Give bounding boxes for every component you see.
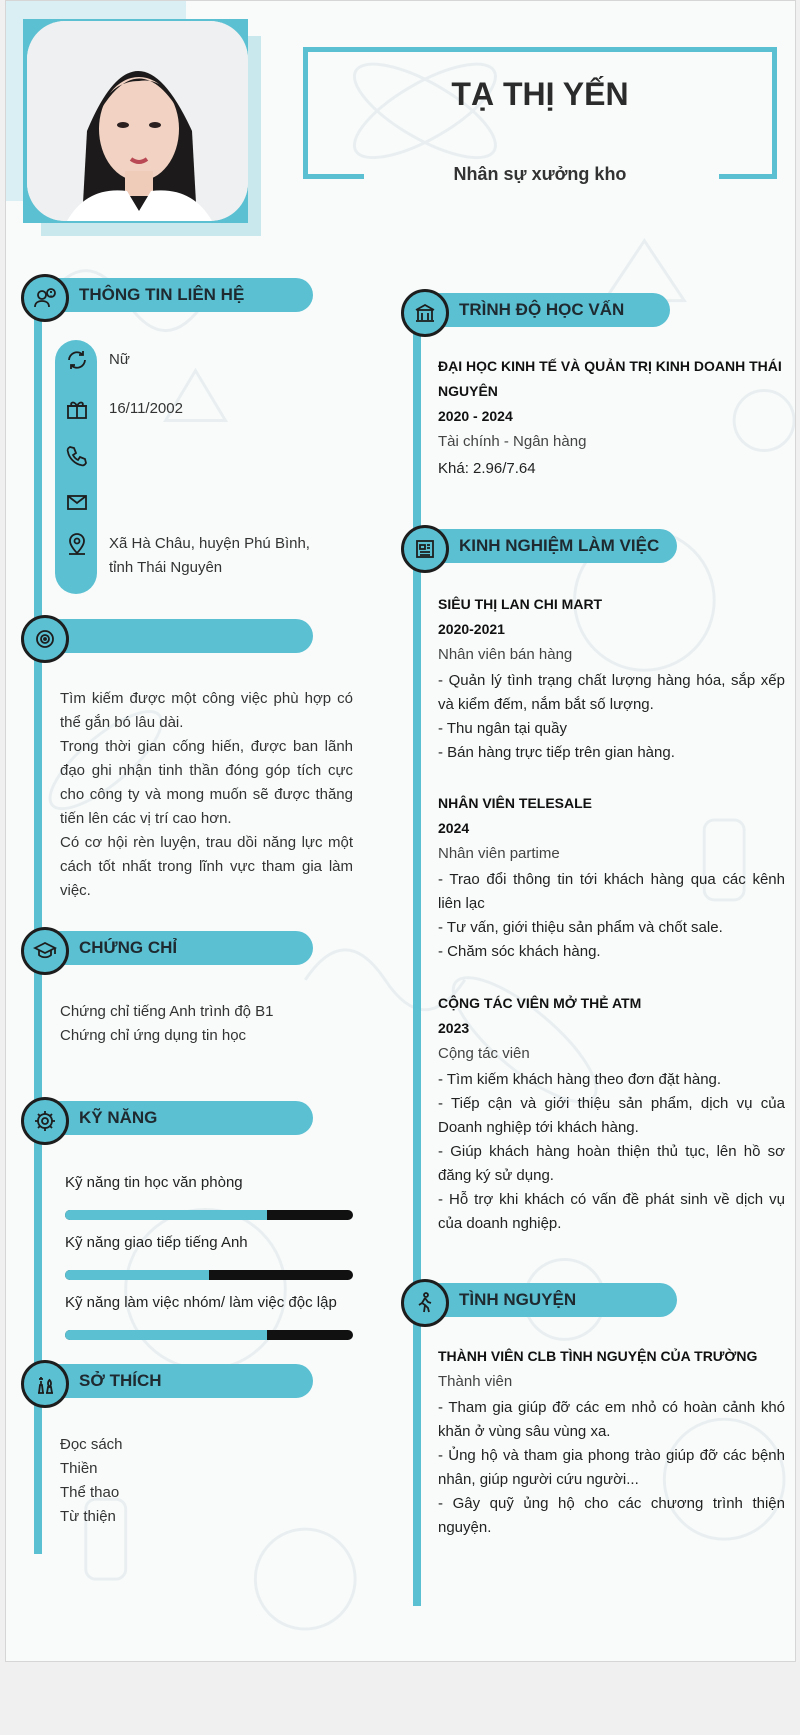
certificate-list [60,1000,353,1048]
contact-birthday [65,397,319,421]
section-title: SỞ THÍCH [79,1371,162,1390]
hobby-item: Đọc sách [60,1436,123,1453]
contact-info-icon [21,274,69,322]
skill-level-bar [65,1210,353,1220]
section-title: THÔNG TIN LIÊN HỆ [79,285,245,304]
experience-time: 2023 [438,1020,470,1036]
skill-level-fill [65,1210,267,1220]
phone-icon [65,444,89,468]
hobby-list [60,1433,353,1529]
experience-role: Nhân viên partime [438,845,560,862]
skill-name: Kỹ năng làm việc nhóm/ làm việc độc lập [65,1294,337,1311]
candidate-name: TẠ THỊ YẾN [451,76,629,112]
header-name-box [303,47,777,184]
volunteer-description: - Tham gia giúp đỡ các em nhỏ có hoàn cảnh khó khăn ở vùng sâu vùng xa. - Ủng hộ và tham gia phong trào giúp đỡ các bệnh nhân, giúp người cứu người... - Gây quỹ ủng hộ cho các chương trình thiện nguyện. [438,1399,785,1536]
objective-text: Tìm kiếm được một công việc phù hợp có thể gắn bó lâu dài. Trong thời gian cống hiến, được ban lãnh đạo ghi nhận tinh thần đóng góp tích cực cho công ty và mong muốn sẽ được thăng tiến lên các vị trí cao hơn. Có cơ hội rèn luyện, trau dồi năng lực một cách tốt nhất trong lĩnh vực tham gia làm việc. [60,690,353,899]
contact-address [65,532,319,580]
gift-icon [65,397,89,421]
section-bar [35,1101,313,1135]
experience-time: 2020-2021 [438,621,505,637]
section-bar [35,1364,313,1398]
volunteer-role: Thành viên [438,1373,513,1390]
section-bar [35,619,313,653]
contact-phone[interactable] [65,444,319,468]
hobby-item: Từ thiện [60,1508,116,1525]
skill-level-fill [65,1330,267,1340]
experience-description: - Quản lý tình trạng chất lượng hàng hóa, sắp xếp và kiểm đếm, nắm bắt số lượng. - Thu ngân tại quầy - Bán hàng trực tiếp trên gian hàng. [438,672,785,761]
experience-description: - Trao đổi thông tin tới khách hàng qua các kênh liên lạc - Tư vấn, giới thiệu sản phẩm và chốt sale. - Chăm sóc khách hàng. [438,871,785,960]
gear-icon [21,1097,69,1145]
contact-address-value: Xã Hà Châu, huyện Phú Bình, tỉnh Thái Nguyên [109,535,310,576]
section-title: KỸ NĂNG [79,1108,158,1127]
skill-name: Kỹ năng tin học văn phòng [65,1174,243,1191]
skill-level-fill [65,1270,209,1280]
volunteer-icon [401,1279,449,1327]
experience-company: SIÊU THỊ LAN CHI MART [438,596,603,612]
graduation-cap-icon [21,927,69,975]
newspaper-icon [401,525,449,573]
cv-page [5,0,796,1662]
experience-role: Cộng tác viên [438,1045,530,1062]
section-title: TRÌNH ĐỘ HỌC VẤN [459,300,625,319]
chess-icon [21,1360,69,1408]
section-title: KINH NGHIỆM LÀM VIỆC [459,536,660,555]
experience-role: Nhân viên bán hàng [438,646,573,663]
skill-name: Kỹ năng giao tiếp tiếng Anh [65,1234,248,1251]
hobby-item: Thể thao [60,1484,120,1501]
experience-description: - Tìm kiếm khách hàng theo đơn đặt hàng. - Tiếp cận và giới thiệu sản phẩm, dịch vụ của Doanh nghiệp tới khách hàng. - Giúp khách hàng hoàn thiện thủ tục, lên hồ sơ đăng ký sử dụng. - Hỗ trợ khi khách có vấn đề phát sinh về dịch vụ của doanh nghiệp. [438,1071,785,1232]
hobby-item: Thiền [60,1460,98,1477]
section-title: CHỨNG CHỈ [79,938,178,957]
experience-company: CỘNG TÁC VIÊN MỞ THẺ ATM [438,995,642,1011]
contact-gender-value: Nữ [109,351,130,368]
candidate-position: Nhân sự xưởng kho [453,164,627,184]
avatar [27,21,248,221]
education-school: ĐẠI HỌC KINH TẾ VÀ QUẢN TRỊ KINH DOANH THÁI NGUYÊN [438,358,782,399]
experience-time: 2024 [438,820,470,836]
section-title: TÌNH NGUYỆN [459,1290,577,1309]
skill-level-bar [65,1270,353,1280]
right-timeline [413,311,421,1606]
experience-entry [438,592,785,765]
experience-company: NHÂN VIÊN TELESALE [438,795,593,811]
education-gpa: Khá: 2.96/7.64 [438,460,536,477]
email-icon [65,490,89,514]
certificate-item: Chứng chỉ ứng dụng tin học [60,1027,247,1044]
contact-birthday-value: 16/11/2002 [109,400,183,417]
volunteer-entry [438,1344,785,1540]
education-entry [438,354,785,481]
school-icon [401,289,449,337]
target-icon [21,615,69,663]
education-major: Tài chính - Ngân hàng [438,433,587,450]
experience-entry [438,791,785,964]
volunteer-org: THÀNH VIÊN CLB TÌNH NGUYỆN CỦA TRƯỜNG [438,1348,758,1364]
location-icon [65,532,89,556]
contact-email[interactable] [65,490,319,514]
education-time: 2020 - 2024 [438,408,513,424]
experience-entry [438,991,785,1236]
gender-icon [65,348,89,372]
certificate-item: Chứng chỉ tiếng Anh trình độ B1 [60,1003,274,1020]
skill-level-bar [65,1330,353,1340]
contact-gender [65,348,319,372]
